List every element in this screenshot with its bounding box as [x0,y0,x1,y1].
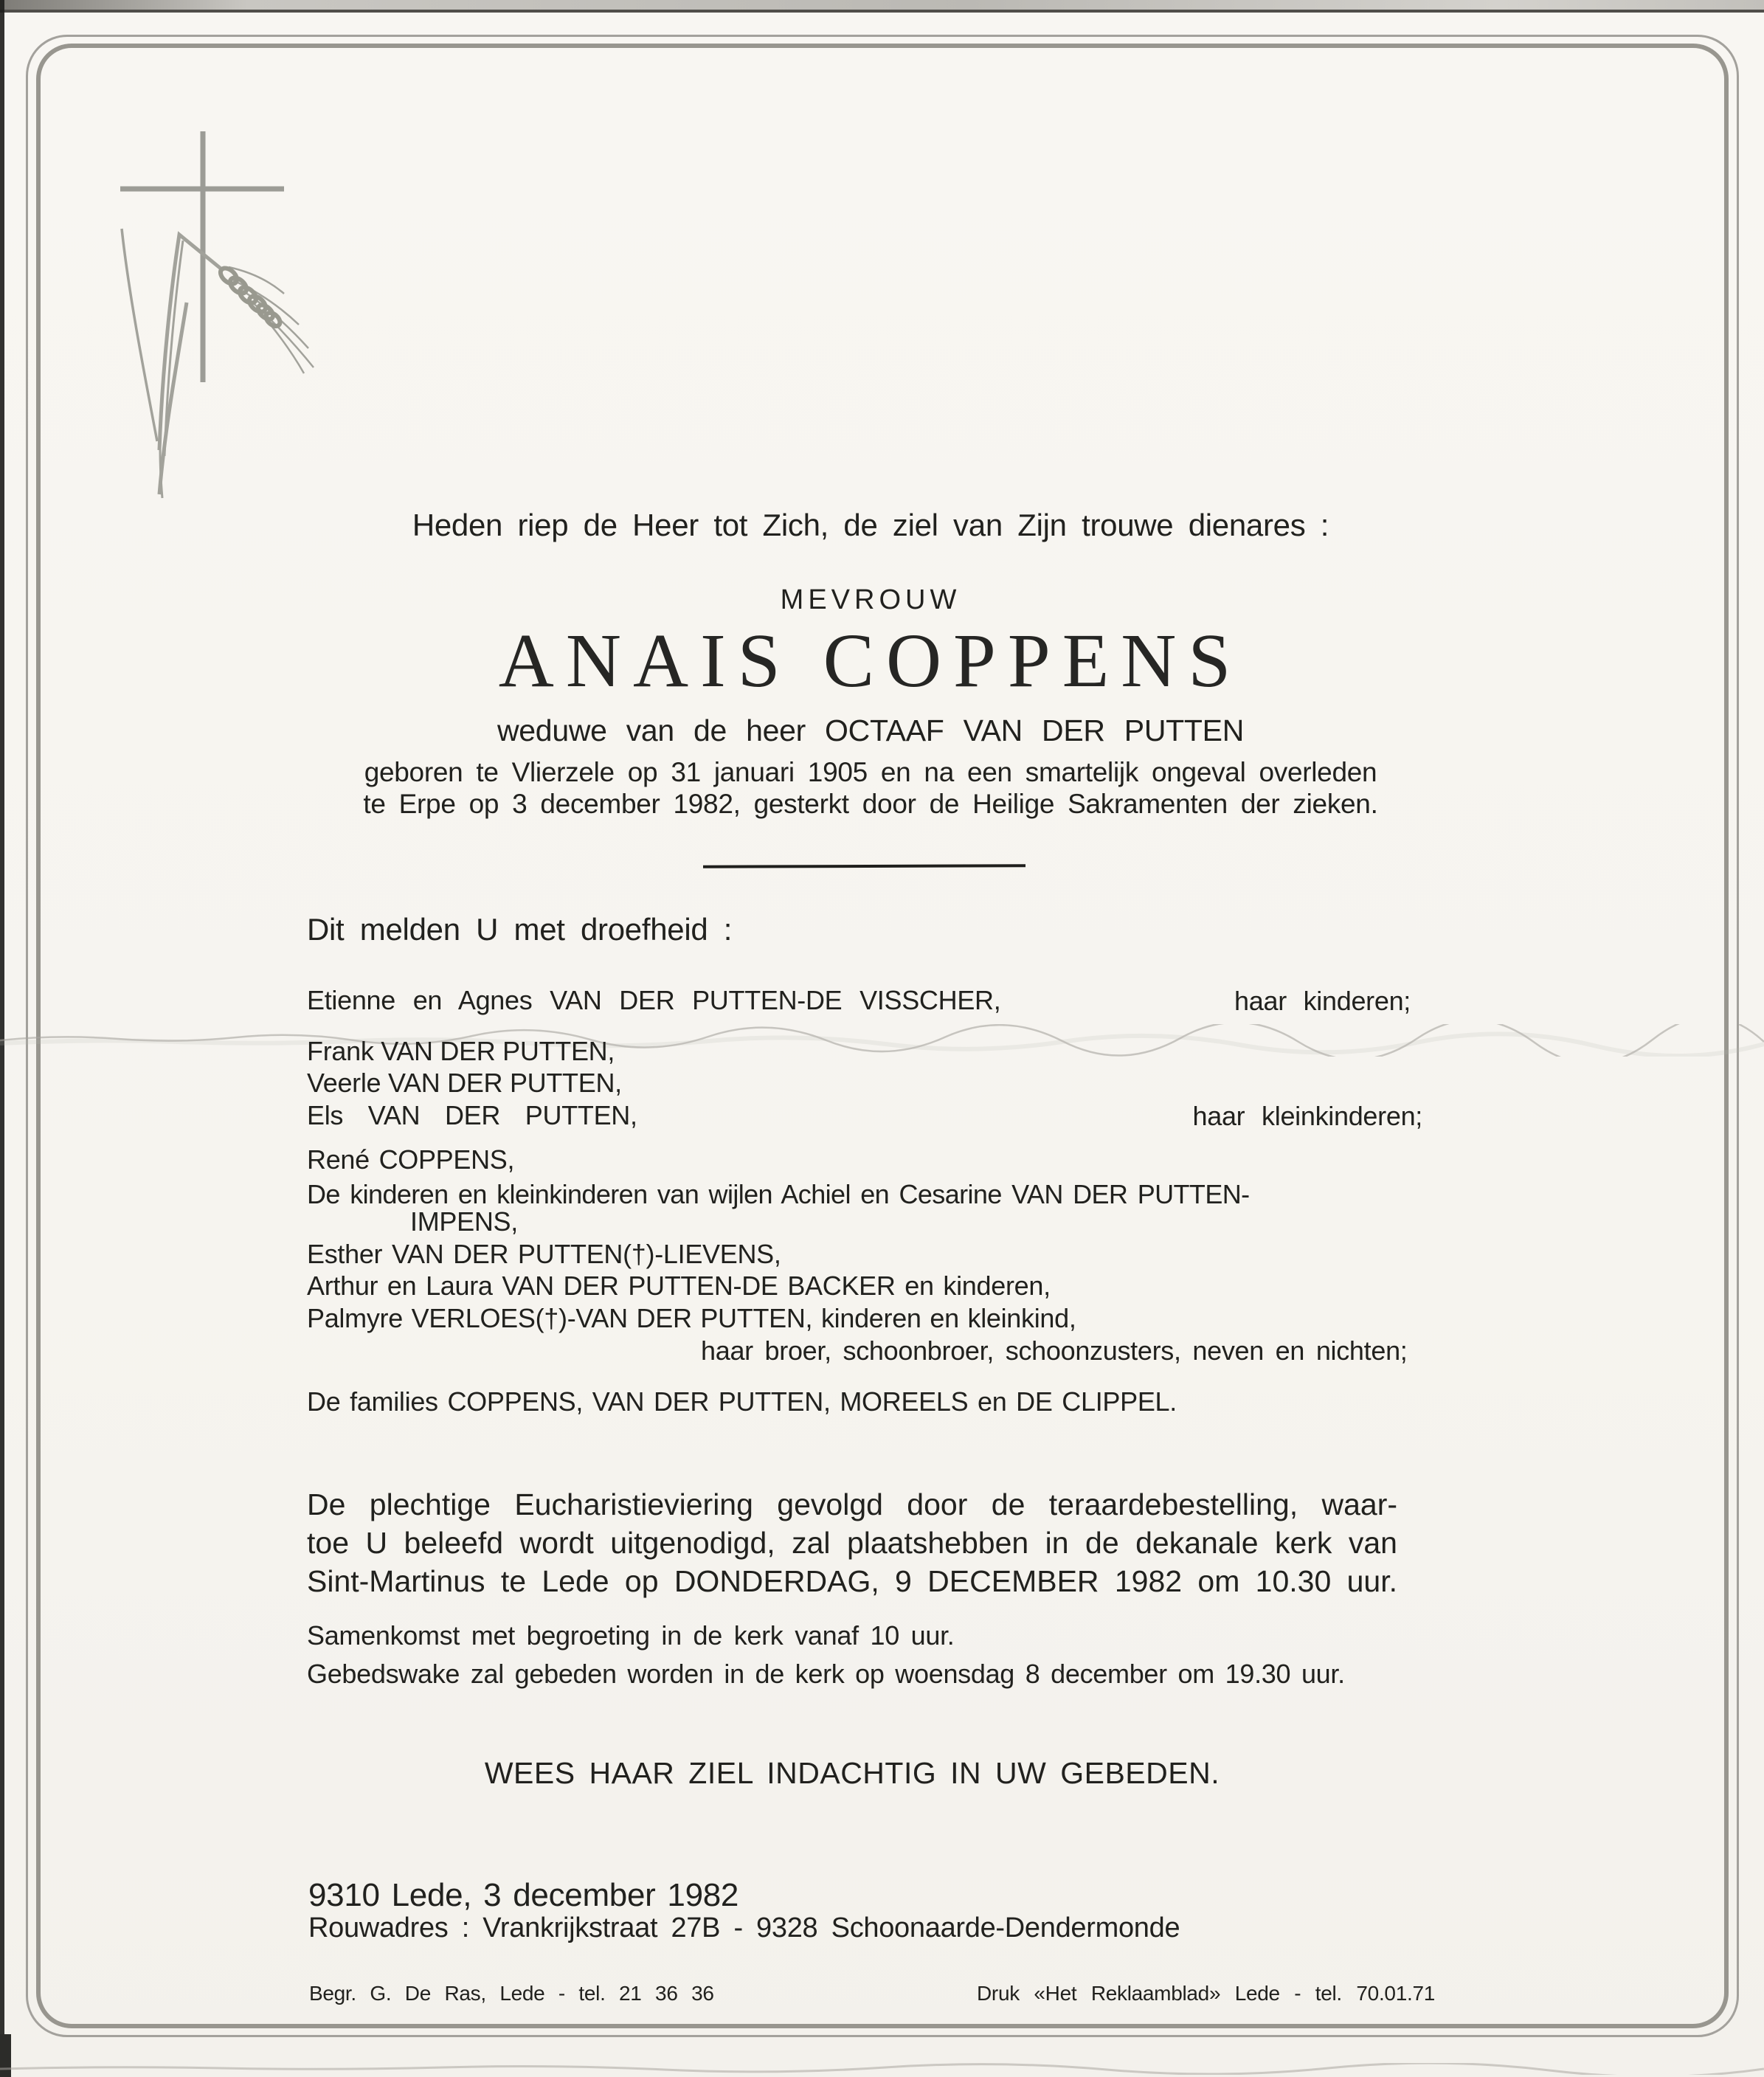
gathering-line: Samenkomst met begroeting in de kerk vanaf 10 uur. [307,1620,955,1651]
announcement-line: Dit melden U met droefheid : [307,912,733,947]
widow-line: weduwe van de heer OCTAAF VAN DER PUTTEN [497,713,1244,747]
mourner-line-continuation: IMPENS, [410,1206,518,1237]
relation-label-children: haar kinderen; [1234,986,1411,1016]
cross-icon [120,131,284,382]
mourner-line: René COPPENS, [307,1144,515,1175]
prayer-motto: WEES HAAR ZIEL INDACHTIG IN UW GEBEDEN. [484,1756,1220,1790]
relation-label-grandchildren: haar kleinkinderen; [1192,1101,1422,1131]
undertaker-credit: Begr. G. De Ras, Lede - tel. 21 36 36 [309,1982,714,2005]
mourner-line: Palmyre VERLOES(†)-VAN DER PUTTEN, kinderen en kleinkind, [307,1303,1076,1333]
scan-edge-bottom [0,2063,1764,2075]
honorific-label: MEVROUW [780,584,961,615]
service-paragraph-line: De plechtige Eucharistieviering gevolgd door de teraardebestelling, waar- [307,1487,1397,1521]
service-paragraph-line: toe U beleefd wordt uitgenodigd, zal plaatshebben in de dekanale kerk van [307,1526,1397,1560]
mourner-line: Arthur en Laura VAN DER PUTTEN-DE BACKER en kinderen, [307,1271,1051,1301]
vigil-line: Gebedswake zal gebeden worden in de kerk op woensdag 8 december om 19.30 uur. [307,1659,1345,1689]
deceased-name: ANAIS COPPENS [498,618,1243,703]
mourner-line: Esther VAN DER PUTTEN(†)-LIEVENS, [307,1239,781,1269]
mourning-address-line: Rouwadres : Vrankrijkstraat 27B - 9328 Schoonaarde-Dendermonde [308,1912,1180,1943]
wheat-ear-icon [122,229,314,498]
fold-crease [0,1024,1764,1057]
mourner-line: Els VAN DER PUTTEN, [307,1100,637,1130]
mourner-line: De kinderen en kleinkinderen van wijlen Achiel en Cesarine VAN DER PUTTEN- [307,1179,1250,1209]
mourner-line: Etienne en Agnes VAN DER PUTTEN-DE VISSCHER, [307,985,1001,1015]
mourner-line: Veerle VAN DER PUTTEN, [307,1068,622,1098]
scan-edge-top [0,0,1764,13]
cross-wheat-illustration [89,103,384,502]
intro-line: Heden riep de Heer tot Zich, de ziel van Zijn trouwe dienares : [412,508,1329,542]
service-paragraph-line: Sint-Martinus te Lede op DONDERDAG, 9 DECEMBER 1982 om 10.30 uur. [307,1564,1397,1598]
relation-label-siblings: haar broer, schoonbroer, schoonzusters, neven en nichten; [701,1335,1408,1366]
printer-credit: Druk «Het Reklaamblad» Lede - tel. 70.01.71 [977,1982,1435,2005]
families-line: De families COPPENS, VAN DER PUTTEN, MOREELS en DE CLIPPEL. [307,1386,1177,1417]
place-date-line: 9310 Lede, 3 december 1982 [308,1877,739,1913]
death-line: te Erpe op 3 december 1982, gesterkt door de Heilige Sakramenten der zieken. [363,789,1378,819]
birth-line: geboren te Vlierzele op 31 januari 1905 en na een smartelijk ongeval overleden [364,757,1377,787]
mourner-line: Frank VAN DER PUTTEN, [307,1036,615,1066]
